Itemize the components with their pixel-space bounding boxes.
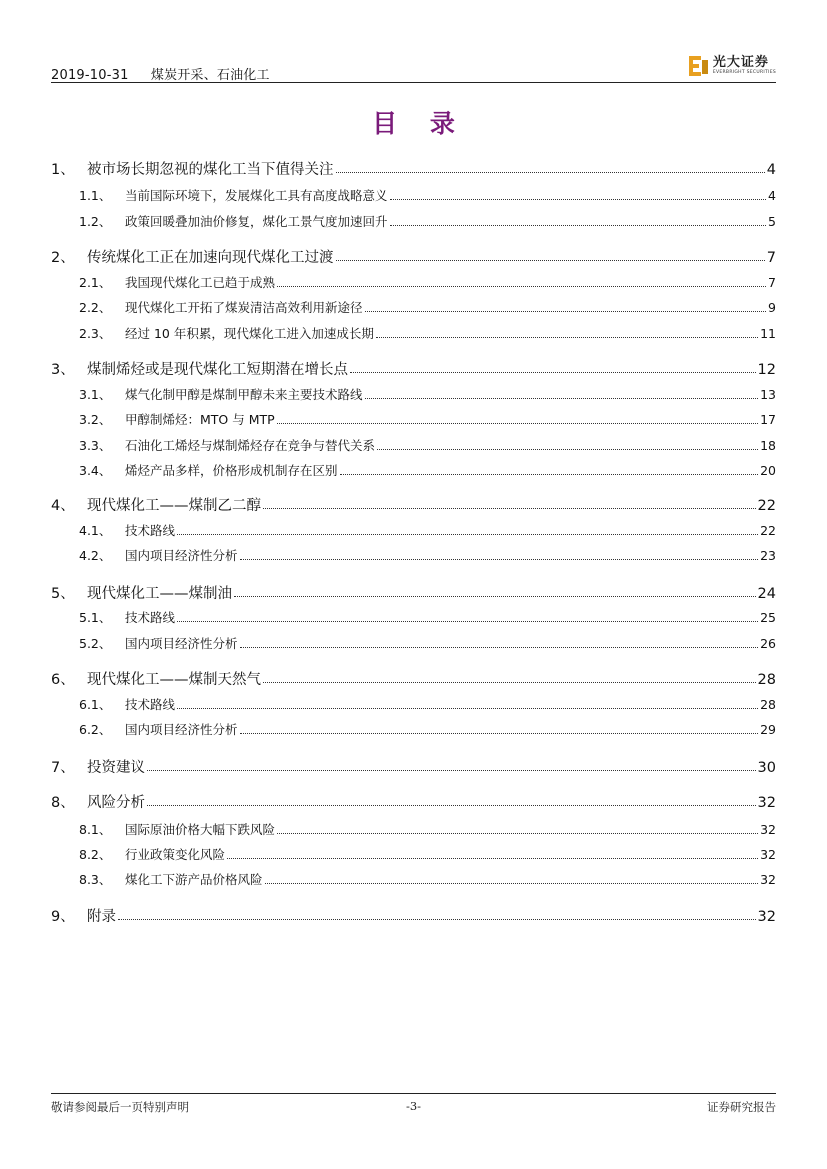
toc-entry-title: 现代煤化工——煤制油 bbox=[87, 586, 232, 602]
toc-entry-page: 32 bbox=[757, 909, 776, 925]
toc-section-1[interactable] bbox=[51, 158, 776, 179]
toc-entry-number: 5.1、 bbox=[79, 610, 112, 625]
toc-dot-leader bbox=[147, 770, 756, 771]
toc-entry-number: 7、 bbox=[51, 760, 75, 776]
toc-entry-number: 4、 bbox=[51, 498, 75, 514]
toc-entry-title: 经过 10 年积累，现代煤化工进入加速成长期 bbox=[125, 326, 374, 341]
toc-entry-title: 风险分析 bbox=[87, 795, 145, 811]
toc-dot-leader bbox=[336, 172, 765, 173]
toc-entry-title: 被市场长期忽视的煤化工当下值得关注 bbox=[87, 162, 334, 178]
toc-entry-title: 国内项目经济性分析 bbox=[125, 636, 238, 651]
toc-entry-page: 4 bbox=[766, 162, 776, 178]
toc-entry-page: 12 bbox=[757, 362, 776, 378]
toc-entry-title: 技术路线 bbox=[125, 697, 176, 712]
report-sectors: 煤炭开采、石油化工 bbox=[150, 68, 270, 83]
toc-section-7[interactable] bbox=[51, 756, 776, 777]
toc-entry-page: 32 bbox=[760, 847, 776, 862]
toc-subsection-2-1[interactable] bbox=[51, 273, 776, 291]
toc-dot-leader bbox=[240, 647, 759, 648]
toc-entry-page: 29 bbox=[760, 722, 776, 737]
toc-dot-leader bbox=[147, 805, 756, 806]
toc-entry-number: 6、 bbox=[51, 672, 75, 688]
logo-mark-icon bbox=[689, 54, 709, 78]
toc-entry-page: 20 bbox=[760, 463, 776, 478]
toc-entry-page: 7 bbox=[766, 250, 776, 266]
toc-entry-number: 3.4、 bbox=[79, 463, 112, 478]
toc-entry-number: 9、 bbox=[51, 909, 75, 925]
toc-entry-number: 8.1、 bbox=[79, 822, 112, 837]
toc-entry-title: 技术路线 bbox=[125, 523, 176, 538]
toc-entry-title: 政策回暖叠加油价修复，煤化工景气度加速回升 bbox=[125, 214, 388, 229]
toc-subsection-5-1[interactable] bbox=[51, 608, 776, 626]
toc-dot-leader bbox=[177, 534, 758, 535]
logo-en-text: EVERBRIGHT SECURITIES bbox=[712, 70, 776, 76]
toc-dot-leader bbox=[263, 682, 756, 683]
toc-dot-leader bbox=[277, 833, 758, 834]
toc-entry-page: 32 bbox=[760, 822, 776, 837]
toc-entry-page: 23 bbox=[760, 548, 776, 563]
toc-entry-page: 5 bbox=[768, 214, 776, 229]
toc-entry-title: 国内项目经济性分析 bbox=[125, 548, 238, 563]
toc-entry-title: 煤气化制甲醇是煤制甲醇未来主要技术路线 bbox=[125, 387, 363, 402]
toc-entry-title: 石油化工烯烃与煤制烯烃存在竞争与替代关系 bbox=[125, 438, 376, 453]
toc-entry-number: 6.1、 bbox=[79, 697, 112, 712]
toc-entry-page: 32 bbox=[760, 872, 776, 887]
toc-dot-leader bbox=[376, 337, 758, 338]
toc-subsection-3-3[interactable] bbox=[51, 436, 776, 454]
toc-subsection-3-4[interactable] bbox=[51, 461, 776, 479]
toc-entry-page: 4 bbox=[768, 188, 776, 203]
toc-subsection-4-1[interactable] bbox=[51, 521, 776, 539]
toc-subsection-8-2[interactable] bbox=[51, 845, 776, 863]
toc-subsection-3-1[interactable] bbox=[51, 385, 776, 403]
footer-report-type: 证券研究报告 bbox=[707, 1100, 776, 1114]
toc-entry-title: 甲醇制烯烃：MTO 与 MTP bbox=[125, 412, 275, 427]
page-footer bbox=[51, 1093, 776, 1114]
toc-dot-leader bbox=[390, 199, 767, 200]
toc-dot-leader bbox=[350, 372, 756, 373]
toc-dot-leader bbox=[336, 260, 765, 261]
toc-entry-number: 8、 bbox=[51, 795, 75, 811]
toc-entry-number: 3.2、 bbox=[79, 412, 112, 427]
toc-section-9[interactable] bbox=[51, 905, 776, 926]
toc-entry-number: 4.2、 bbox=[79, 548, 112, 563]
toc-entry-title: 国际原油价格大幅下跌风险 bbox=[125, 822, 276, 837]
toc-entry-title: 技术路线 bbox=[125, 610, 176, 625]
toc-subsection-2-2[interactable] bbox=[51, 298, 776, 316]
toc-dot-leader bbox=[227, 858, 758, 859]
toc-dot-leader bbox=[240, 733, 759, 734]
toc-entry-number: 3.1、 bbox=[79, 387, 112, 402]
toc-subsection-1-1[interactable] bbox=[51, 186, 776, 204]
toc-subsection-8-1[interactable] bbox=[51, 820, 776, 838]
toc-subsection-1-2[interactable] bbox=[51, 212, 776, 230]
toc-entry-number: 1.1、 bbox=[79, 188, 112, 203]
toc-entry-title: 烯烃产品多样，价格形成机制存在区别 bbox=[125, 463, 338, 478]
toc-entry-page: 28 bbox=[757, 672, 776, 688]
toc-entry-page: 17 bbox=[760, 412, 776, 427]
toc-entry-number: 5、 bbox=[51, 586, 75, 602]
toc-dot-leader bbox=[240, 559, 759, 560]
toc-dot-leader bbox=[234, 596, 756, 597]
toc-entry-number: 2.1、 bbox=[79, 275, 112, 290]
toc-entry-page: 28 bbox=[760, 697, 776, 712]
toc-dot-leader bbox=[390, 225, 767, 226]
page-number: -3- bbox=[405, 1099, 422, 1113]
toc-subsection-5-2[interactable] bbox=[51, 634, 776, 652]
toc-dot-leader bbox=[277, 286, 766, 287]
toc-dot-leader bbox=[340, 474, 759, 475]
toc-section-5[interactable] bbox=[51, 582, 776, 603]
toc-entry-page: 26 bbox=[760, 636, 776, 651]
toc-dot-leader bbox=[265, 883, 759, 884]
toc-entry-title: 行业政策变化风险 bbox=[125, 847, 226, 862]
toc-dot-leader bbox=[118, 919, 756, 920]
toc-entry-title: 现代煤化工——煤制天然气 bbox=[87, 672, 261, 688]
toc-entry-title: 现代煤化工开拓了煤炭清洁高效利用新途径 bbox=[125, 300, 363, 315]
toc-entry-title: 投资建议 bbox=[87, 760, 145, 776]
toc-entry-page: 24 bbox=[757, 586, 776, 602]
toc-entry-number: 3.3、 bbox=[79, 438, 112, 453]
toc-entry-number: 5.2、 bbox=[79, 636, 112, 651]
toc-subsection-2-3[interactable] bbox=[51, 324, 776, 342]
toc-entry-page: 11 bbox=[760, 326, 776, 341]
toc-section-8[interactable] bbox=[51, 791, 776, 812]
footer-disclaimer: 敬请参阅最后一页特别声明 bbox=[51, 1100, 189, 1114]
toc-section-2[interactable] bbox=[51, 246, 776, 267]
toc-entry-number: 2、 bbox=[51, 250, 75, 266]
toc-entry-number: 1.2、 bbox=[79, 214, 112, 229]
header-info bbox=[51, 64, 270, 83]
toc-entry-page: 32 bbox=[757, 795, 776, 811]
toc-dot-leader bbox=[177, 621, 758, 622]
toc-entry-title: 国内项目经济性分析 bbox=[125, 722, 238, 737]
everbright-logo bbox=[689, 52, 776, 80]
toc-entry-number: 4.1、 bbox=[79, 523, 112, 538]
report-date: 2019-10-31 bbox=[51, 68, 129, 83]
toc-entry-number: 8.3、 bbox=[79, 872, 112, 887]
toc-entry-title: 当前国际环境下，发展煤化工具有高度战略意义 bbox=[125, 188, 388, 203]
toc-dot-leader bbox=[263, 508, 756, 509]
toc-entry-title: 传统煤化工正在加速向现代煤化工过渡 bbox=[87, 250, 334, 266]
toc-dot-leader bbox=[377, 449, 758, 450]
toc-entry-number: 6.2、 bbox=[79, 722, 112, 737]
toc-entry-title: 煤化工下游产品价格风险 bbox=[125, 872, 263, 887]
toc-subsection-6-2[interactable] bbox=[51, 720, 776, 738]
toc-entry-title: 现代煤化工——煤制乙二醇 bbox=[87, 498, 261, 514]
page-header bbox=[51, 52, 776, 83]
toc-section-4[interactable] bbox=[51, 494, 776, 515]
toc-dot-leader bbox=[365, 311, 767, 312]
toc-entry-number: 3、 bbox=[51, 362, 75, 378]
toc-section-3[interactable] bbox=[51, 358, 776, 379]
toc-dot-leader bbox=[365, 398, 759, 399]
toc-entry-number: 2.2、 bbox=[79, 300, 112, 315]
toc-entry-page: 22 bbox=[760, 523, 776, 538]
toc-subsection-3-2[interactable] bbox=[51, 410, 776, 428]
toc-entry-number: 8.2、 bbox=[79, 847, 112, 862]
toc-dot-leader bbox=[177, 708, 758, 709]
toc-entry-page: 9 bbox=[768, 300, 776, 315]
toc-entry-page: 30 bbox=[757, 760, 776, 776]
toc-subsection-4-2[interactable] bbox=[51, 546, 776, 564]
toc-entry-number: 1、 bbox=[51, 162, 75, 178]
toc-entry-title: 我国现代煤化工已趋于成熟 bbox=[125, 275, 276, 290]
toc-subsection-8-3[interactable] bbox=[51, 870, 776, 888]
toc-section-6[interactable] bbox=[51, 668, 776, 689]
toc-title: 目 录 bbox=[372, 109, 467, 138]
toc-entry-page: 25 bbox=[760, 610, 776, 625]
toc-entry-title: 附录 bbox=[87, 909, 116, 925]
toc-subsection-6-1[interactable] bbox=[51, 695, 776, 713]
toc-entry-page: 7 bbox=[768, 275, 776, 290]
toc-entry-page: 13 bbox=[760, 387, 776, 402]
logo-cn-text: 光大证券 bbox=[712, 55, 769, 71]
toc-entry-page: 22 bbox=[757, 498, 776, 514]
toc-entry-page: 18 bbox=[760, 438, 776, 453]
toc-entry-title: 煤制烯烃或是现代煤化工短期潜在增长点 bbox=[87, 362, 348, 378]
toc-dot-leader bbox=[277, 423, 758, 424]
toc-entry-number: 2.3、 bbox=[79, 326, 112, 341]
